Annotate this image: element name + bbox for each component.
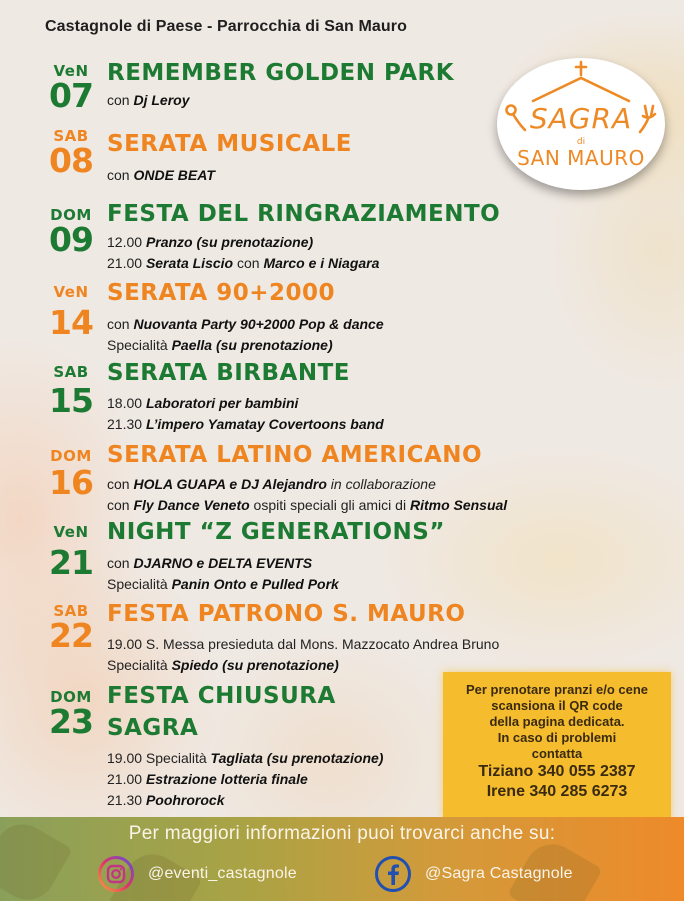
day-number: 16 [49,463,93,502]
day-number: 22 [49,616,93,655]
event-detail: 19.00 S. Messa presieduta dal Mons. Mazzocato Andrea Bruno [107,636,500,652]
logo-sagra-text: SAGRA [529,102,633,135]
event-detail: con HOLA GUAPA e DJ Alejandro in collaborazione [107,476,436,492]
event-date [36,448,106,500]
day-number: 09 [49,220,93,259]
day-of-week: DOM [50,688,92,706]
instagram-link[interactable] [97,855,297,893]
event-detail: 18.00 Laboratori per bambini [107,395,299,411]
booking-info-box [443,672,671,819]
day-of-week: SAB [53,127,89,145]
event-date [36,364,106,418]
day-number: 08 [49,141,93,180]
day-of-week: VeN [53,283,89,301]
event-detail: con ONDE BEAT [107,167,215,183]
event-detail: con Fly Dance Veneto ospiti speciali gli amici di Ritmo Sensual [107,497,508,513]
facebook-icon [374,855,412,893]
event-date [36,689,106,739]
footer-info-text: Per maggiori informazioni puoi trovarci anche su: [128,823,556,844]
instagram-handle[interactable]: @eventi_castagnole [148,865,297,882]
day-number: 23 [49,702,93,741]
event-date [36,603,106,653]
event-title: FESTA PATRONO S. MAURO [107,601,466,627]
event-detail: con Nuovanta Party 90+2000 Pop & dance [107,316,384,332]
day-of-week: DOM [50,206,92,224]
event-detail: Specialità Panin Onto e Pulled Pork [107,576,339,592]
event-title: SERATA 90+2000 [107,280,336,306]
event-title: SERATA MUSICALE [107,131,352,157]
day-of-week: VeN [53,62,89,80]
footer-banner [0,817,684,901]
event-title: REMEMBER GOLDEN PARK [107,60,455,86]
info-line: della pagina dedicata. [489,714,625,729]
day-number: 07 [49,76,93,115]
event-detail: 21.30 L’impero Yamatay Covertoons band [107,416,384,432]
contact-phone-irene[interactable]: Irene 340 285 6273 [486,783,628,800]
event-title: FESTA CHIUSURA [107,683,336,709]
day-number: 21 [49,543,93,582]
facebook-handle[interactable]: @Sagra Castagnole [425,865,573,882]
event-date [36,524,106,580]
event-detail: Specialità Spiedo (su prenotazione) [107,657,339,673]
event-date [36,128,106,178]
day-of-week: SAB [53,363,89,381]
sagra-logo [497,58,665,190]
event-date [36,284,106,340]
info-line: In caso di problemi [497,730,617,745]
page-title: Castagnole di Paese - Parrocchia di San Mauro [45,18,407,35]
event-title: FESTA DEL RINGRAZIAMENTO [107,201,501,227]
event-detail: Specialità Paella (su prenotazione) [107,337,333,353]
event-detail: con DJARNO e DELTA EVENTS [107,555,313,571]
event-date [36,63,106,113]
event-detail: 12.00 Pranzo (su prenotazione) [107,234,314,250]
event-title: SERATA LATINO AMERICANO [107,442,483,468]
event-detail: con Dj Leroy [107,92,190,108]
contact-phone-tiziano[interactable]: Tiziano 340 055 2387 [478,763,636,780]
logo-san-mauro-text: SAN MAURO [517,146,645,170]
event-detail: 21.00 Estrazione lotteria finale [107,771,308,787]
day-of-week: VeN [53,523,89,541]
event-date [36,207,106,257]
day-number: 15 [49,381,93,420]
logo-di-text: di [576,137,586,147]
day-of-week: DOM [50,447,92,465]
facebook-link[interactable] [374,855,573,893]
instagram-icon [97,855,135,893]
info-line: contatta [531,746,583,761]
event-title-line2: SAGRA [107,715,199,741]
day-of-week: SAB [53,602,89,620]
event-detail: 19.00 Specialità Tagliata (su prenotazione) [107,750,384,766]
day-number: 14 [49,303,93,342]
event-detail: 21.00 Serata Liscio con Marco e i Niagara [107,255,380,271]
event-title: SERATA BIRBANTE [107,360,350,386]
info-line: Per prenotare pranzi e/o cene [465,682,649,697]
event-detail: 21.30 Poohrorock [107,792,225,808]
info-line: scansiona il QR code [491,698,623,713]
event-title: NIGHT “Z GENERATIONS” [107,519,445,545]
